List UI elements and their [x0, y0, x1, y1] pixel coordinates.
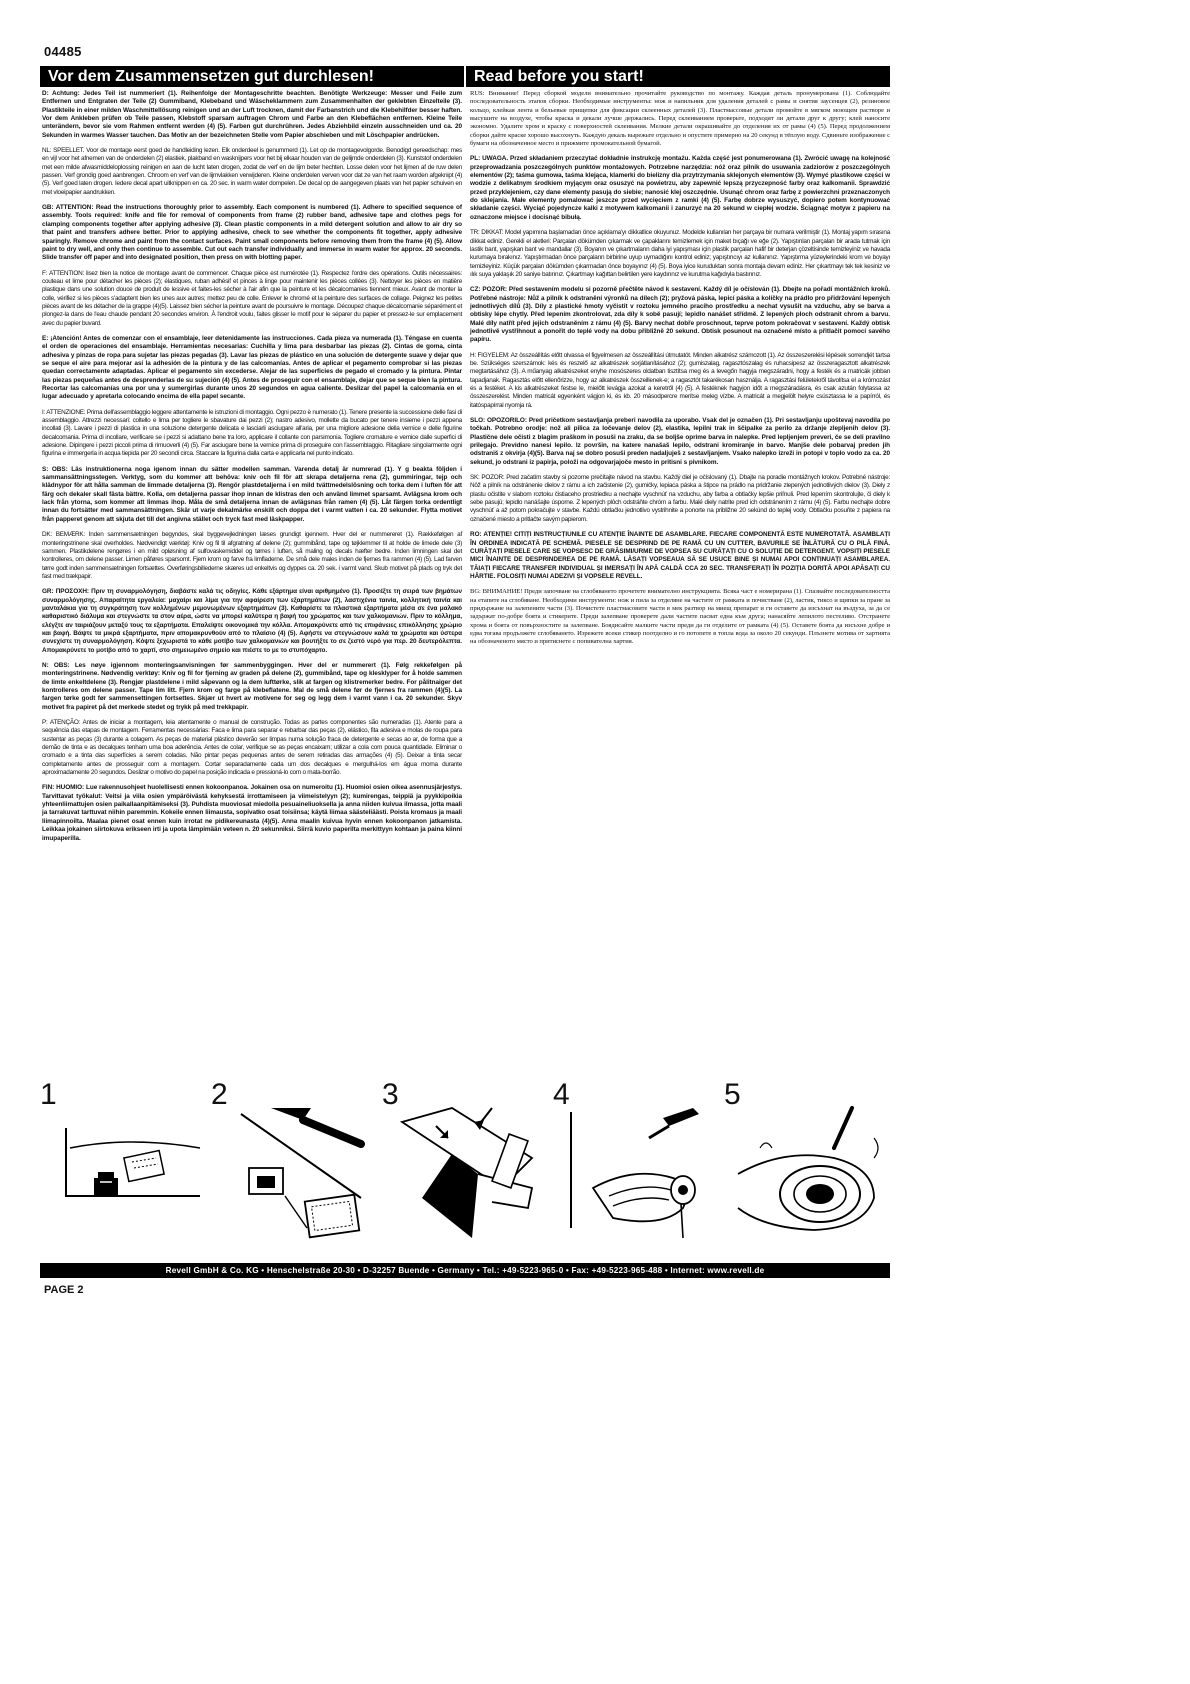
step-4	[553, 1078, 717, 1250]
instruction-paragraph-d: D: Achtung: Jedes Teil ist nummeriert (1). Reihenfolge der Montageschritte beachten. Benötigte Werkzeuge: Messer und Feile zum Entfernen und Entgraten der Teile (2) Gummiband, Klebeband und Wäscheklammern zum Zusammenhalten der geklebten Einzelteile (3). Plastikteile in einer milden Waschmittellösung reinigen und an der Luft trocknen, damit der Farbanstrich und die Klebehilfder besser haften. Vor dem Ankleben prüfen ob Teile passen, Klebstoff sparsam auftragen Chrom und Farbe an den Klebeflächen entfernen. Kleine Teile unterändern, bevor sie vom Rahmen entfernt werden (4) (5). Farben gut durchrühren. Jedes Abziehbild einzeln ausschneiden und ca. 20 Sekunden in warmes Wasser tauchen. Das Motiv an der bezeichneten Stelle vom Papier abschieben und mit Löschpapier andrücken.	[42, 90, 462, 139]
instruction-paragraph-p: P: ATENÇÃO: Antes de iniciar a montagem, leia atentamente o manual de construção. Todas as partes componentes são numeradas (1). Atente para a sequência das etapas de montagem. Ferramentas necessárias: Faca e lima para separar e rebarbar das peças (2), elástico, fita adesiva e molas de roupa para sustentar as peças (3) durante a colagem. As peças de material plástico deverão ser limpas numa solução fraca de detergente e secas ao ar, de forma que a demão de tinta e as decalques tenham uma boa aderência. Antes de colar, verifique se as peças encaixam; utilizar a cola com pouca quantidade. Eliminar o cromado e a tinta das superfícies a serem coladas. Não pintar peças pequenas antes de serem retiradas das armações (4) (5). Deixar a tinta secar completamente antes de prosseguir com a montagem. Cortar separadamente cada um dos decalques e mergulhá-los em água morna durante aproximadamente 20 segundos. Deslizar o motivo do papel na posição indicada e pressioná-lo com o mata-borrão.	[42, 719, 462, 777]
step-number: 3	[382, 1078, 399, 1111]
step-1	[40, 1078, 204, 1250]
instruction-paragraph-cz: CZ: POZOR: Před sestavením modelu si pozorně přečtěte návod k sestavení. Každý díl je očíslován (1). Dbejte na pořadí montážních kroků. Potřebné nástroje: Nůž a pilník k odstranění výronků na dílech (2); pryžová páska, lepicí páska a kolíčky na prádlo pro přidržování lepených jednotlivých dílů (3). Díly z plastické hmoty vyčistit v roztoku jemného pracího prostředku a nechat vysušit na vzduchu, aby se barva a obtisky lépe chytly. Před lepením zkontrolovat, zda díly k sobě pasují; lepidlo nanášet střídmě. Z lepených ploch odstranit chrom a barvu. Malé díly natřít před jejich odstraněním z rámu (4) (5). Barvy nechat dobře proschnout, teprve potom pokračovat v sestavení. Každý obtisk jednotlivě vystřihnout a ponořit do teplé vody na dobu přibližně 20 sekund. Obtisk posunout na označené místo a přitlačit pomocí savého papíru.	[470, 286, 890, 344]
step-number: 5	[724, 1078, 741, 1111]
instruction-paragraph-s: S: OBS: Läs instruktionerna noga igenom innan du sätter modellen samman. Varenda detalj är numrerad (1). Y g beakta följden i sammansättningsstegen. Verktyg, som du kommer att behöva: kniv och fil för att skrapa detaljerna rena (2), gummiringar, tejp och klädnypor för att hålla samman de limmade detaljerna (3). Rengör plastdetaljerna i en mild tvättmedelslösning och torka dem i luften för att färg och dekaler skall fästa bättre. Kolla, om detaljerna passar ihop innan de klistras den och använd limmet sparsamt. Avlägsna krom och lack från ytorna, som kommer att limmas ihop. Måla de små detaljerna innan de avlägsnas från ramen (4) (5). Låt färgen torka ordentligt innan du fortsätter med sammansättningen. Skär ut varje dekalmärke enskilt och doppa det i varmt vatten i ca. 20 sekunder. Flytta motivet från papperet genom att skjuta det till det angivna stället och tryck fast med läskpapper.	[42, 465, 462, 523]
instruction-paragraph-pl: PL: UWAGA. Przed składaniem przeczytać dokładnie instrukcję montażu. Każda część jest ponumerowana (1). Zwrócić uwagę na kolejność przeprowadzania poszczególnych punktów montażowych. Potrzebne narzędzia: nóż oraz pilnik do usuwania zadziorów z poszczególnych elementów (2); taśma gumowa, taśma klejąca, klamerki do bielizny dla przytrzymania sklejonych elementów (3). Wymyć plastikowe części w wodzie z delikatnym środkiem myjącym oraz osuszyć na powietrzu, aby zapewnić lepszą przyczepność farby oraz kalkomanii. Sprawdzić przed przyklejeniem, czy dane elementy pasują do siebie; nanosić klej oszczędnie. Usunąć chrom oraz farbę z powierzchni przeznaczonych do sklejania. Małe elementy pomalować jeszcze przed wycięciem z ramki (4) (5). Farbę dobrze wysuszyć, dopiero potem kontynuować składanie części. Wyciąć pojedyncze kalki z motywem kalkomanii i zanurzyć na 20 sekund w ciepłej wodzie. Ściągnąć motyw z papieru na oznaczone miejsce i docisnąć bibułą.	[470, 155, 890, 221]
painting-brush-icon	[553, 1078, 717, 1250]
instruction-paragraph-tr: TR: DIKKAT: Model yapımına başlamadan önce açıklama'yı dikkatlice okuyunuz. Modelde kullanılan her parçaya bir numara verilmiştir (1). Montaj yapım sırasına dikkat ediniz. Gerekli el aletleri: Parçaları dökümden çıkarmak ve çapaklarını temizlemek için maket bıçağı ve eğe (2). Yapıştırılan parçaları bir arada tutmak için lastik bant, yapışkan bant ve mandallar (3). Boyanın ve çıkartmaların daha iyi yapışması için plastik parçaları hafif bir deterjan çözeltisinde temizleyiniz ve havada kurumaya bırakınız. Yapıştırmadan önce parçaların birbirine uyup uymadığını kontrol ediniz; yapıştırıcıyı az kullanınız. Yapıştırma yüzeylerindeki krom ve boyayı temizleyiniz. Küçük parçaları dökümden çıkarmadan önce boyayınız (4) (5). Boya iyice kuruduktan sonra montaja devam ediniz. Her çıkartmayı tek tek kesiniz ve ılık suya yaklaşık 20 saniye batırınız. Çıkartmayı kağıttan belirtilen yere kaydırınız ve kurutma kağıdıyla bastırınız.	[470, 229, 890, 278]
assembly-steps-strip	[40, 1078, 890, 1250]
instruction-paragraph-dk: DK: BEMÆRK: Inden sammensætningen begyndes, skal byggevejledningen læses grundigt igennem. Hver del er nummereret (1). Rækkefølgen af monteringstrinene skal overholdes. Nødvendigt værktøj: Kniv og fil til afgratning af delene (2); gummibånd, tape og tøjklemmer til at holde de limede dele (3) sammen. Plastikdelene rengøres i en mild opløsning af sulfovaskemiddel og tørres i luften, så maling og decals hæfter bedre. Inden limningen skal det kontrolleres, om delene passer. Limen påføres sparsomt. Fjern krom og farve fra limfladerne. De små dele males inden de fjernes fra rammen (4) (5). Lad farven tørre godt inden sammensætningen fortsættes. Overføringsbillederne skæres ud enkeltvis og dyppes ca. 20 sek. i varmt vand. Skub motivet på plads og tryk det fast med trækpapir.	[42, 531, 462, 580]
right-instructions-column	[470, 90, 890, 654]
step-number: 4	[553, 1078, 570, 1111]
instruction-paragraph-slo: SLO: OPOZORILO: Pred pričetkom sestavljanja preberi navodila za uporabo. Vsak del je označen (1). Pri sestavljanju upoštevaj navodila po točkah. Potrebno orodje: nož ali pilica za ločevanje delov (2), elastika, lepilni trak in ščipalke za perilo za držanje zlepljenih delov (3). Plastične dele očisti z blagim praškom in posuši na zraku, da se boljše oprime barva in nalepke. Pred lepljenjem preveri, če se deli pravilno prilegajo. Previdno nanesi lepilo. Iz površin, na katere nanašaš lepilo, odstrani kromiranje in barvo. Manjše dele pobarvaj preden jih odstraniš z okvirja (4)(5). Barva naj se dobro posuši preden nadaljuješ z sestavljanjem. Vsako nalepko izreži in potopi v toplo vodo za ca. 20 sekund, jo odstrani iz papirja, položi na odgovarjajoče mesto in pritisni s pivnikom.	[470, 417, 890, 466]
step-3	[382, 1078, 546, 1250]
instruction-paragraph-sk: SK: POZOR: Pred začatím stavby si pozorne prečítajte návod na stavbu. Každý diel je očíslovaný (1). Dbajte na poradie montážnych krokov. Potrebné nástroje: Nôž a pilník na odstránenie dielov z rámu a ich začistenie (2), gumičky, lepiaca páska a štipce na prádlo na pridržanie zlepených jednotlivých dielov (3). Diely z plastu očistite v slabom roztoku čistiaceho prostriedku a nechajte vyschnúť na vzduchu, aby farba a obtlačky lepšie priľnuli. Pred lepením skontrolujte, či diely k sebe pasujú; lepidlo nanášajte úsporne. Z lepených plôch odstráňte chróm a farbu. Malé diely natrite pred ich odstránením z rámu (4) (5). Farbu nechajte dobre vyschnúť a až potom pokračujte v stavbe. Každú obtlačku jednotlivo vystrihnite a ponorte na približne 20 sekúnd do teplej vody. Obtlačku posuňte z papiera na označené miesto a pritlačte savým papierom.	[470, 474, 890, 523]
paint-bottle-icon	[40, 1078, 204, 1250]
instruction-paragraph-i: I: ATTENZIONE: Prima dell'assemblaggio leggere attentamente le istruzioni di montaggio. Ogni pezzo è numerato (1). Tenere presente la successione delle fasi di assemblaggio. Attrezzi necessari: coltello e lima per togliere le sbavature dai pezzi (2); nastro adesivo, mollette da bucato per tenere insieme i pezzi appena incollati (3). Lavare i pezzi di plastica in una soluzione detergente delicata e lasciarli asciugare all'aria, per una migliore adesione della vernice e delle figurine decalcomania. Prima di incollare, verificare se i pezzi si adattano bene tra loro, applicare il collante con parsimonia. Togliere cromature e vernice dalle superfici di adesione. Dipingere i pezzi piccoli prima di rimuoverli (4) (5). Far asciugare bene la vernice prima di proseguire con l'assemblaggio. Ritagliare singolarmente ogni figurina e immergerla in acqua tiepida per 20 secondi circa. Staccare la figurina dalla carta e applicarla nel punto indicato.	[42, 408, 462, 458]
instruction-paragraph-f: F: ATTENTION: lisez bien la notice de montage avant de commencer. Chaque pièce est numérotée (1). Respectez l'ordre des opérations. Outils nécessaires: couteau et lime pour détacher les pièces (2); élastiques, ruban adhésif et pinces à linge pour maintenir les pièces collées (3). Nettoyer les pièces en matière plastique dans une solution douce de produit de lessive et faites-les sécher à l'air afin que la peinture et les décalcomanies tiennent mieux. Avant de monter la colle, vérifiez si les pièces s'adaptent bien les unes aux autres; mettez peu de colle. Enlever le chromé et la peinture des surfaces de collage. Peignez les petites pièces avant de les détacher de la grappe (4)(5). Laissez bien sécher la peinture avant de poursuivre le montage. Découpez chaque décalcomanie séparément et plongez-la dans de l'eau chaude pendant 20 secondes environ. À l'endroit voulu, faites glisser le motif pour le séparer du papier et pressez-le sur emplacement avec du papier buvard.	[42, 269, 462, 327]
instruction-paragraph-fin: FIN: HUOMIO: Lue rakennusohjeet huolellisesti ennen kokoonpanoa. Jokainen osa on numeroitu (1). Huomioi osien oikea asennusjärjestys. Tarvittavat työkalut: Veitsi ja viila osien ympäröivästä kehyksestä irrottamiseen ja viimeistelyyn (2); kumirengas, teippiä ja pyykkipoikia yhteenliimattujen osien paikallaanpitämiseksi (3). Puhdista muoviosat miedolla pesuaineliuoksella ja anna niiden kuivua ilmassa, jotta maali ja tarrakuvat tarttuvat niihin paremmin. Kokeile ennen liimausta, sopivatko osat toisiinsa; käytä liimaa säästeliäästi. Poista kromaus ja maali liimapinnoilta. Maalaa pienet osat ennen kuin irrotat ne pidikereunasta (4)(5). Anna maalin kuivua hyvin ennen kokoonpanon jatkamista. Leikkaa jokainen siirtokuva erikseen irti ja upota lämpimään veteen n. 20 sekunniksi. Siirrä kuvio paperilta merkittyyn kohtaan ja paina kiinni imupaperilla.	[42, 784, 462, 842]
left-instructions-column	[42, 90, 462, 850]
step-number: 1	[40, 1078, 57, 1111]
instruction-paragraph-h: H: FIGYELEM: Az összeállítás előtt olvassa el figyelmesen az összeállítási útmutatót. Minden alkatrész számozott (1). Az összeszerelési lépések sorrendjét tartsa be. Szükséges szerszámok: kés és reszelő az alkatrészek sorjátlanításához (2); gumiszalag, ragasztószalag és ruhacsipesz az összeragasztott alkatrészek megtartásához (3). A műanyag alkatrészeket enyhe mosószeres oldatban tisztítsa meg és a levegőn hagyja megszáradni, hogy a festék és a matricák jobban tapadjanak. Ragasztás előtt ellenőrizze, hogy az alkatrészek összeillenek-e; a ragasztót takarékosan használja. A ragasztási felületekről távolítsa el a krómozást és a festéket. A kis alkatrészeket festse le, mielőtt levágja azokat a keretről (4) (5). A festéknek hagyjon időt a megszáradásra, és csak azután folytassa az összeszerelést. Minden matricát egyenként vágjon ki, és kb. 20 másodpercre merítse meleg vízbe. A matricát a megjelölt helyre csúsztassa le a papírról, és itatóspapírral nyomja rá.	[470, 351, 890, 409]
instruction-paragraph-e: E: ¡Atención! Antes de comenzar con el ensamblaje, leer detenidamente las instrucciones. Cada pieza va numerada (1). Téngase en cuenta el orden de operaciones del ensamblaje. Herramientas necesarias: Cuchilla y lima para desbarbar las piezas (2). Cintas de goma, cinta adhesiva y pinzas de ropa para sujetar las piezas pegadas (3). Lavar las piezas de plástico en una solución de detergente suave y dejar que se seque el aire para mejorar así la adhesión de la pintura y de las calcomanías. Antes de aplicar el pegamento comprobar si las piezas quedan correctamente adaptadas. Aplicar el pegamento sin excederse. Alejar de las superficies de pegado el cromado y la pintura. Pintar las piezas pequeñas antes de desprenderlas de su sujeción (4) (5). Antes de proseguir con el ensamblaje, dejar que se seque bien la pintura. Recortar las calcomanías una por una y sumergirlas durante unos 20 segundos en agua caliente. Deslizar del papel la calcomanía en el lugar adecuado y apretarla colocando encima de ella papel secante.	[42, 334, 463, 401]
instruction-paragraph-rus: RUS: Внимание! Перед сборкой модели внимательно прочитайте руководство по монтажу. Каждая деталь пронумерована (1). Соблюдайте последовательность этапов сборки. Необходимые инструменты: нож и напильник для удаления деталей с рамы и снятия заусенцев (2), резиновое кольцо, клейкая лента и бельевые прищепки для фиксации склеенных деталей (3). Пластмассовые детали промойте в мягком моющем растворе и высушите на воздухе, чтобы краска и декали лучше держались. Перед склеиванием проверьте, подходят ли детали друг к другу; клей наносите экономно. Удалите хром и краску с поверхностей склеивания. Мелкие детали окрашивайте до отделения их от рамы (4) (5). Перед продолжением сборки дайте краске хорошо высохнуть. Каждую декаль вырежьте отдельно и опустите примерно на 20 секунд в тёплую воду. Сдвиньте изображение с бумаги на обозначенное место и прижмите промокательной бумагой.	[470, 90, 890, 148]
document-number: 04485	[44, 44, 82, 59]
step-2	[211, 1078, 375, 1250]
footer-contact-bar: Revell GmbH & Co. KG • Henschelstraße 20-30 • D-32257 Buende • Germany • Tel.: +49-5223-965-0 • Fax: +49-5223-965-488 • Internet: www.revell.de	[40, 1263, 890, 1278]
instruction-paragraph-ro: RO: ATENȚIE! CITIȚI INSTRUCȚIUNILE CU ATENȚIE ÎNAINTE DE ASAMBLARE. FIECARE COMPONENTĂ ESTE NUMEROTATĂ. ASAMBLAȚI ÎN ORDINEA INDICATĂ PE SCHEMĂ. PIESELE SE DESPRIND DE PE RAMĂ CU UN CUTTER, BAVURILE SE ÎNLĂTURĂ CU O PILĂ FINĂ. CURĂȚAȚI PIESELE CARE SE VOPSESC DE GRĂSIMI/URME DE VOPSEA SU CURĂȚAȚI CU O SOLUȚIE DE DETERGENT. VOPSIȚI PIESELE MICI ÎNAINTE DE DESPRINDEREA DE PE RAMĂ. LĂSAȚI VOPSEAUA SĂ SE USUCE BINE ȘI NUMAI APOI CONTINUAȚI ASAMBLAREA. TĂIAȚI FIECARE TRANSFER INDIVIDUAL ȘI IMERSAȚI ÎN APĂ CALDĂ CCA 20 SEC. TRANSFERAȚI ÎN POZIȚIA DORITĂ APOI APĂSAȚI CU HÂRTIE. FOLOSIȚI NUMAI ADEZIVI ȘI VOPSELE REVELL.	[470, 531, 890, 580]
instruction-paragraph-gr: GR: ΠΡΟΣΟΧΗ: Πριν τη συναρμολόγηση, διαβάστε καλά τις οδηγίες. Κάθε εξάρτημα είναι αριθμημένο (1). Προσέξτε τη σειρά των βημάτων συναρμολόγησης. Απαραίτητα εργαλεία: μαχαίρι και λίμα για την αφαίρεση των εξαρτημάτων (2), λαστιχένια ταινία, κολλητική ταινία και μανταλάκια για τη συγκράτηση των κολλημένων μεμονωμένων εξαρτημάτων (3). Καθαρίστε τα πλαστικά εξαρτήματα μέσα σε ένα μαλακό καθαριστικό διάλυμα και στεγνώστε τα στον αέρα, ώστε να μπορεί καλύτερα η βαφή του χρώματος και των χαλκομανιών. Πριν το κόλλημα, ελέγξτε αν ταιριάζουν μεταξύ τους τα εξαρτήματα. Επαλείψτε οικονομικά την κόλλα. Απομακρύνετε από τις επιφάνειες επικόλλησης χρώμιο και βαφή. Βάψτε τα μικρά εξαρτήματα, πριν απομακρυνθούν από το πλαίσιο (4) (5). Αφήστε να στεγνώσουν καλά τα χρώματα και ύστερα συνεχίστε τη συναρμολόγηση. Κόψτε ξεχωριστά το κάθε μοτίβο των χαλκομανιών και βουτήξτε το σε ζεστό νερό για περ. 20 δευτερόλεπτα. Απομακρύνετε το μοτίβο από το χαρτί, στο σημειωμένο σημείο και πιέστε το με το στυπόχαρτο.	[42, 588, 462, 654]
decal-water-icon	[724, 1078, 888, 1250]
header-left-title: Vor dem Zusammensetzen gut durchlesen!	[40, 66, 464, 87]
knife-trimming-icon	[211, 1078, 375, 1250]
step-number: 2	[211, 1078, 228, 1111]
header-right-title: Read before you start!	[466, 66, 890, 87]
page-number: PAGE 2	[44, 1284, 84, 1296]
instruction-paragraph-gb: GB: ATTENTION: Read the instructions thoroughly prior to assembly. Each component is numbered (1). Adhere to specified sequence of assembly. Tools required: knife and file for removal of components from frame (2) rubber band, adhesive tape and clothes pegs for clamping components together after applying adhesive (3). Clean plastic components in a mild detergent solution and allow to air dry so that paint and transfers adhere better. Prior to applying adhesive, check to see whether the components fit together, apply adhesive sparingly. Remove chrome and paint from the contact surfaces. Paint small components before removing them from the frame (4) (5). Allow paint to dry well, and only then continue to assemble. Cut out each transfer individually and immerse in warm water for approx. 20 seconds. Slide transfer off paper and into designated position, then press on with blotting paper.	[42, 204, 462, 262]
step-5	[724, 1078, 888, 1250]
glue-assembly-icon	[382, 1078, 546, 1250]
instruction-paragraph-n: N: OBS: Les nøye igjennom monteringsanvisningen før sammenbyggingen. Hver del er nummerert (1). Følg rekkefølgen på monteringstrinene. Nødvendig verktøy: Kniv og fil for fjerning av graden på delene (2), gummibånd, tape og klesklyper for å holde sammen de limte enkeltdelene (3). Rengjør plastdelene i mild såpevann og la dem lufttørke, slik at fargen og klistremerker bedre. For pålitnaiger det kontrolleres om delene passer. Tape lim litt. Fjern krom og farge på klebeflatene. Mal de små delene før de fjernes fra rammen (4)(5). La fargen tørke godt før sammensettingen fortsettes. Skjær ut hvert av motivene for seg og legg dem i varmt vann i ca. 20 sekunder. Skyv motivet fra papiret på det merkede stedet og trykk på med trekkpapir.	[42, 661, 462, 711]
instruction-paragraph-bg: BG: ВНИМАНИЕ! Преди започване на сглобяването прочетете внимателно инструкцията. Всяка част е номерирана (1). Спазвайте последователността на етапите на сглобяване. Необходими инструменти: нож и пила за отделяне на частите от рамката и почистване (2), ластик, тиксо и щипки за пране за придържане на залепените части (3). Почистете пластмасовите части в мек разтвор на миещ препарат и ги оставете да изсъхнат на въздуха, за да се задържат по-добре боята и стикерите. Преди залепване проверете дали частите пасват една към друга; нанасяйте лепилото пестеливо. Отстранете хрома и боята от повърхностите за залепване. Боядисайте малките части преди да ги отделите от рамката (4) (5). Оставете боята да изсъхне добре и едва тогава продължете сглобяването. Изрежете всеки стикер поотделно и го потопете в топла вода за около 20 секунди. Плъзнете мотива от хартията на обозначеното място и притиснете с попивателна хартия.	[470, 588, 890, 646]
instruction-paragraph-nl: NL: SPEELLET. Voor de montage eerst goed de handleiding lezen. Elk onderdeel is genummerd (1). Let op de montagevolgorde. Benodigd gereedschap: mes en vijl voor het afnemen van de onderdelen (2) elastiek, plakband en wasknijpers voor het bij elkaar houden van de gelijmde onderdelen (3). Kunststof onderdelen met een milde afwasmiddeloplossing reinigen en aan de lucht laten drogen, zodat de verf en de lijm beter hechten. Losse delen voor het lijmen af de ruw delen passen. Verf grondig goed aanbrengen. Chroom en verf van de lijmvlakken verwijderen. Kleine onderdelen verven voor dat ze van het raam worden afgeknipt (4) (5). Verf goed laten drogen. Iedere decal apart uitknippen en ca. 20 sec. in warm water dompelen. De decal op de aangegeven plaats van het papier schuiven en met vloeipapier aandrukken.	[42, 147, 462, 196]
